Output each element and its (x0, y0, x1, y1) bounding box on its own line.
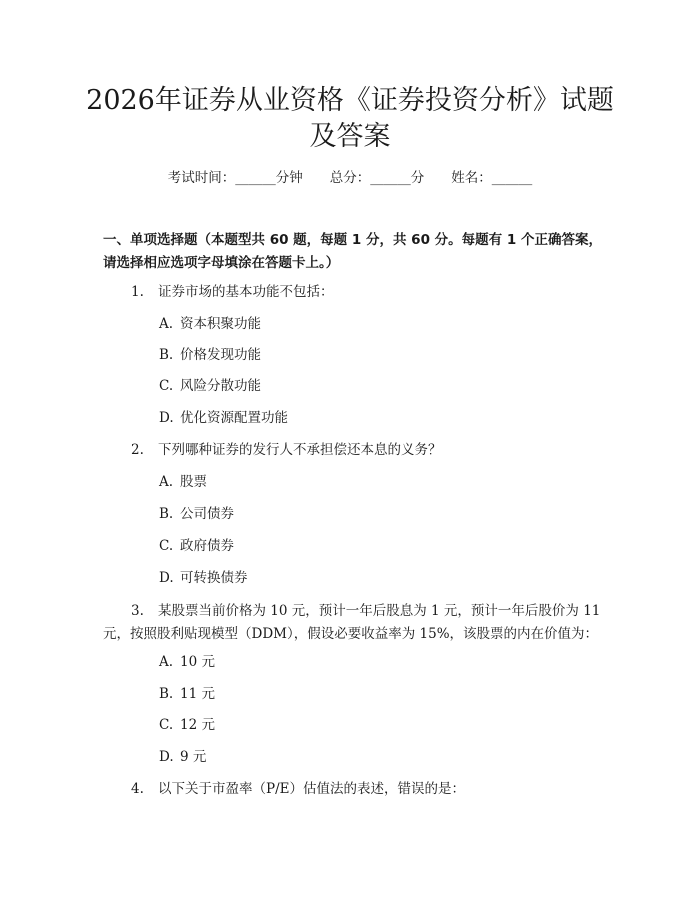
option-letter: A. (159, 316, 174, 332)
option-letter: A. (159, 474, 174, 490)
option-letter: D. (159, 570, 174, 586)
question-1-option-d (159, 408, 288, 428)
question-number: 2. (131, 442, 144, 458)
option-text: 股票 (180, 474, 207, 490)
question-3 (131, 601, 600, 621)
option-letter: B. (159, 506, 174, 522)
option-letter: D. (159, 749, 174, 765)
question-1-option-c (159, 376, 261, 396)
question-2-option-a (159, 472, 207, 492)
question-1 (131, 282, 334, 302)
question-number: 3. (131, 603, 144, 619)
option-letter: A. (159, 654, 174, 670)
option-text: 风险分散功能 (180, 378, 261, 394)
option-letter: D. (159, 410, 174, 426)
question-text-line2: 元，按照股利贴现模型（DDM），假设必要收益率为 15%，该股票的内在价值为： (103, 626, 599, 642)
option-letter: B. (159, 347, 174, 363)
option-letter: B. (159, 686, 174, 702)
option-text: 12 元 (180, 717, 215, 733)
question-3-option-b (159, 684, 215, 704)
option-letter: C. (159, 378, 174, 394)
question-4 (131, 779, 465, 799)
option-text: 9 元 (180, 749, 207, 765)
section-heading-line2: 请选择相应选项字母填涂在答题卡上。） (103, 255, 340, 271)
option-text: 政府债券 (180, 538, 234, 554)
option-text: 公司债券 (180, 506, 234, 522)
question-text: 证券市场的基本功能不包括： (158, 284, 334, 300)
option-text: 价格发现功能 (180, 347, 261, 363)
question-number: 1. (131, 284, 144, 300)
option-letter: C. (159, 538, 174, 554)
section-heading-line1: 一、单项选择题（本题型共 60 题，每题 1 分，共 60 分。每题有 1 个正确答案， (103, 232, 602, 248)
option-text: 资本积聚功能 (180, 316, 261, 332)
document-title-line2: 及答案 (309, 121, 391, 152)
question-1-option-b (159, 345, 261, 365)
question-2-option-b (159, 504, 234, 524)
question-1-option-a (159, 314, 261, 334)
option-text: 可转换债券 (180, 570, 248, 586)
question-3-option-c (159, 715, 215, 735)
question-3-option-d (159, 747, 206, 767)
question-2-option-c (159, 536, 234, 556)
option-text: 11 元 (180, 686, 215, 702)
question-2-option-d (159, 568, 248, 588)
question-text: 下列哪种证券的发行人不承担偿还本息的义务？ (158, 442, 442, 458)
question-3-continued (103, 624, 598, 644)
option-text: 10 元 (180, 654, 215, 670)
question-2 (131, 440, 442, 460)
question-text-line1: 某股票当前价格为 10 元，预计一年后股息为 1 元，预计一年后股价为 11 (158, 603, 601, 619)
question-number: 4. (131, 781, 144, 797)
document-title-line1: 2026年证券从业资格《证券投资分析》试题 (86, 85, 614, 116)
option-letter: C. (159, 717, 174, 733)
option-text: 优化资源配置功能 (180, 410, 288, 426)
exam-info-line: 考试时间：______分钟 总分：______分 姓名：______ (167, 170, 533, 186)
question-3-option-a (159, 652, 215, 672)
question-text: 以下关于市盈率（P/E）估值法的表述，错误的是： (158, 781, 465, 797)
